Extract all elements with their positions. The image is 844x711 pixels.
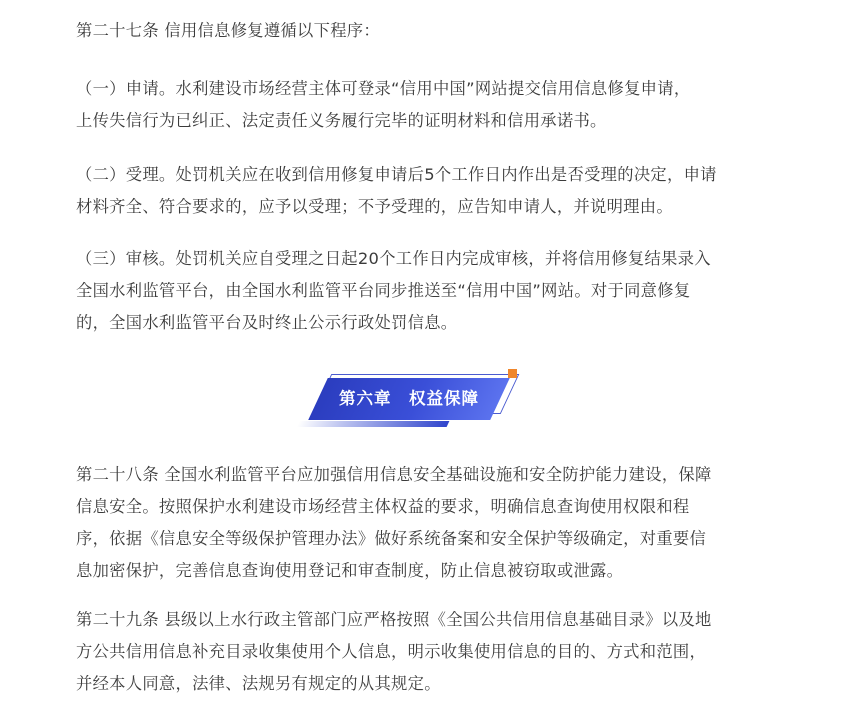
- article-28: [76, 459, 764, 587]
- text-line: 上传失信行为已纠正、法定责任义务履行完毕的证明材料和信用承诺书。: [76, 111, 607, 130]
- article-27-heading: [76, 15, 764, 47]
- article-29: [76, 604, 764, 700]
- text-line: 方公共信用信息补充目录收集使用个人信息，明示收集使用信息的目的、方式和范围，: [76, 642, 707, 661]
- chapter-title: 第六章 权益保障: [339, 389, 479, 408]
- article-27-item-2: [76, 159, 764, 223]
- text-line: 第二十八条 全国水利监管平台应加强信用信息安全基础设施和安全防护能力建设，保障: [76, 465, 712, 484]
- text-line: 第二十七条 信用信息修复遵循以下程序：: [76, 21, 380, 40]
- text-line: （三）审核。处罚机关应自受理之日起20个工作日内完成审核，并将信用修复结果录入: [76, 249, 711, 268]
- text-line: （一）申请。水利建设市场经营主体可登录“信用中国”网站提交信用信息修复申请，: [76, 79, 691, 98]
- text-line: （二）受理。处罚机关应在收到信用修复申请后5个工作日内作出是否受理的决定，申请: [76, 165, 717, 184]
- text-line: 第二十九条 县级以上水行政主管部门应严格按照《全国公共信用信息基础目录》以及地: [76, 610, 712, 629]
- text-line: 全国水利监管平台，由全国水利监管平台同步推送至“信用中国”网站。对于同意修复: [76, 281, 691, 300]
- text-line: 信息安全。按照保护水利建设市场经营主体权益的要求，明确信息查询使用权限和程: [76, 497, 690, 516]
- text-line: 序，依据《信息安全等级保护管理办法》做好系统备案和安全保护等级确定，对重要信: [76, 529, 707, 548]
- text-line: 材料齐全、符合要求的，应予以受理；不予受理的，应告知申请人，并说明理由。: [76, 197, 673, 216]
- banner-underline: [297, 421, 450, 427]
- text-line: 息加密保护，完善信息查询使用登记和审查制度，防止信息被窃取或泄露。: [76, 561, 624, 580]
- article-27-item-1: [76, 73, 764, 137]
- article-27-item-3: [76, 243, 764, 339]
- text-line: 并经本人同意，法律、法规另有规定的从其规定。: [76, 674, 441, 693]
- accent-square-icon: [508, 369, 517, 378]
- chapter-banner: [298, 366, 528, 428]
- text-line: 的，全国水利监管平台及时终止公示行政处罚信息。: [76, 313, 458, 332]
